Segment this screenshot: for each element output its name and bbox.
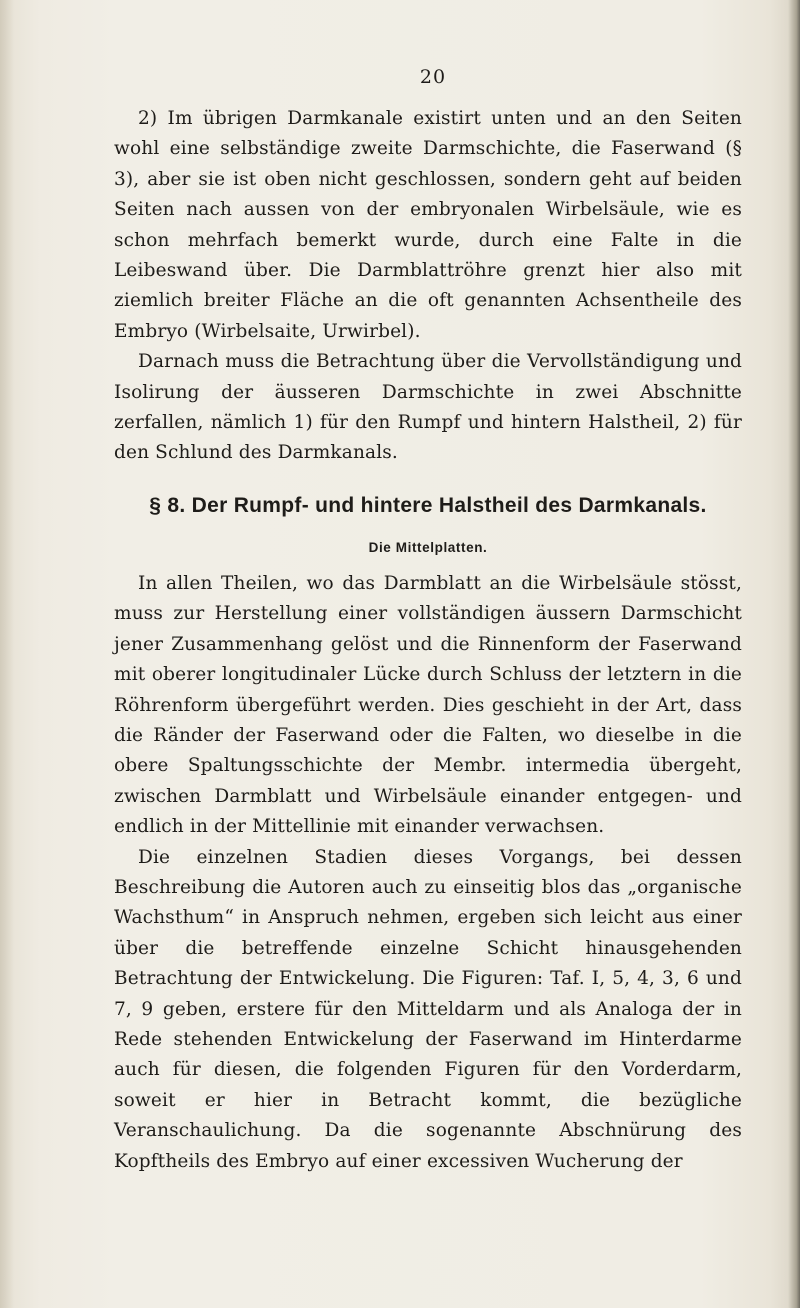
section-heading: § 8. Der Rumpf- und hintere Halstheil des Darmkanals. bbox=[149, 493, 707, 517]
page-left-shadow bbox=[0, 0, 14, 1308]
paragraph-einzelne-stadien: Die einzelnen Stadien dieses Vorgangs, bei dessen Beschreibung die Autoren auch zu einseitig blos das „organische Wachsthum“ in Anspruch nehmen, ergeben sich leicht aus einer über die betreffende einzelne Schicht hinausgehenden Betrachtung der Entwickelung. Die Figuren: Taf. I, 5, 4, 3, 6 und 7, 9 geben, erstere für den Mitteldarm und als Analoga der in Rede stehenden Entwickelung der Faserwand im Hinterdarme auch für diesen, die folgenden Figuren für den Vorderdarm, soweit er hier in Betracht kommt, die bezügliche Veranschaulichung. Da die sogenannte Abschnürung des Kopftheils des Embryo auf einer excessiven Wucherung der bbox=[114, 846, 742, 1172]
sub-heading: Die Mittelplatten. bbox=[368, 539, 488, 555]
paragraph-darmkanal-seiten: 2) Im übrigen Darmkanale existirt unten und an den Seiten wohl eine selbständige zweite Darmschichte, die Faserwand (§ 3), aber sie ist oben nicht geschlossen, sondern geht auf beiden Seiten nach aussen von der embryonalen Wirbelsäule, wie es schon mehrfach bemerkt wurde, durch eine Falte in die Leibeswand über. Die Darmblattröhre grenzt hier also mit ziemlich breiter Fläche an die oft genannten Achsentheile des Embryo (Wirbelsaite, Urwirbel). bbox=[114, 108, 742, 342]
page-number: 20 bbox=[419, 66, 447, 88]
body-text bbox=[114, 104, 742, 1177]
paragraph-in-allen-theilen: In allen Theilen, wo das Darmblatt an die Wirbelsäule stösst, muss zur Herstellung einer vollständigen äussern Darmschicht jener Zusammenhang gelöst und die Rinnenform der Faserwand mit oberer longitudinaler Lücke durch Schluss der letztern in die Röhrenform übergeführt werden. Dies geschieht in der Art, dass die Ränder der Faserwand oder die Falten, wo dieselbe in die obere Spaltungsschichte der Membr. intermedia übergeht, zwischen Darmblatt und Wirbelsäule einander entgegen- und endlich in der Mittellinie mit einander verwachsen. bbox=[114, 572, 742, 838]
paragraph-darnach: Darnach muss die Betrachtung über die Vervollständigung und Isolirung der äusseren Darmschichte in zwei Abschnitte zerfallen, nämlich 1) für den Rumpf und hintern Halstheil, 2) für den Schlund des Darmkanals. bbox=[114, 351, 742, 464]
page-right-edge bbox=[788, 0, 800, 1308]
